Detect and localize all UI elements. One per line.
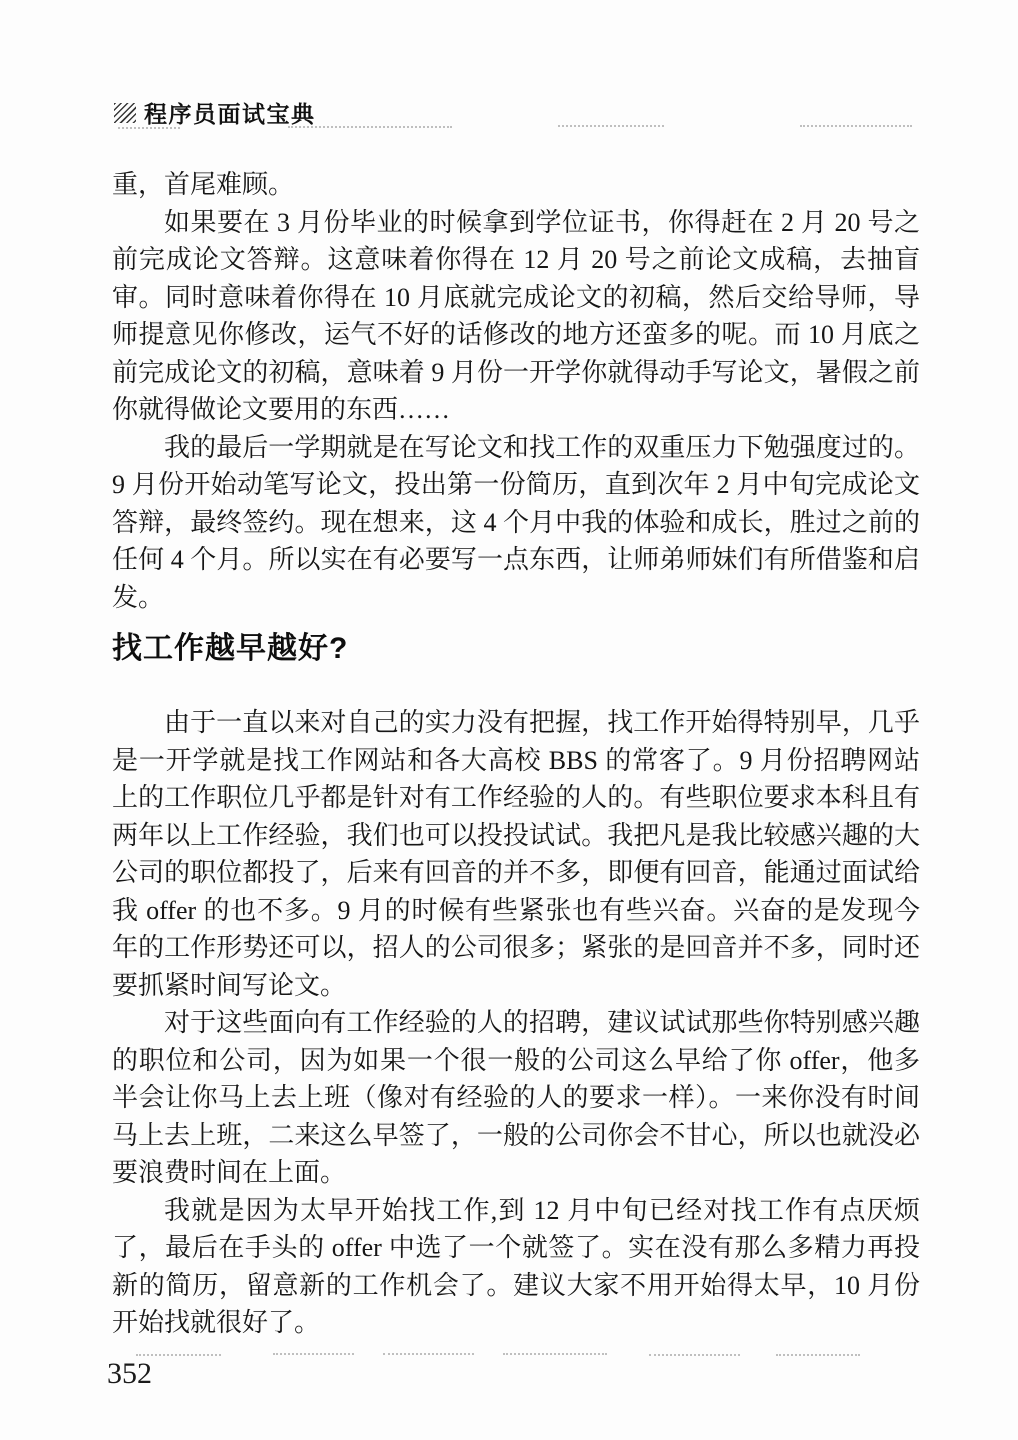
- footer-dotted-rule-segment: [273, 1353, 354, 1355]
- header-dotted-rule-segment: [800, 125, 912, 127]
- header-dotted-rule-segment: [558, 125, 664, 127]
- section-heading: 找工作越早越好?: [112, 632, 349, 665]
- running-header-title: 程序员面试宝典: [144, 101, 316, 127]
- paragraph-continuation: 重，首尾难顾。: [112, 170, 295, 199]
- hatch-pattern-icon: [114, 103, 136, 123]
- footer-dotted-rule-segment: [503, 1353, 607, 1355]
- paragraph: 我的最后一学期就是在写论文和找工作的双重压力下勉强度过的。9 月份开始动笔写论文，投出第一份简历，直到次年 2 月中旬完成论文答辩，最终签约。现在想来，这 4 个月中我的体验和成长，胜过之前的任何 4 个月。所以实在有必要写一点东西，让师弟师妹们有所借鉴和启发。: [112, 432, 920, 612]
- footer-dotted-rule-segment: [136, 1354, 221, 1356]
- paragraph: 对于这些面向有工作经验的人的招聘，建议试试那些你特别感兴趣的职位和公司，因为如果一个很一般的公司这么早给了你 offer，他多半会让你马上去上班（像对有经验的人的要求一样）。一来你没有时间马上去上班，二来这么早签了，一般的公司你会不甘心，所以也就没必要浪费时间在上面。: [112, 1008, 920, 1187]
- page-number: 352: [107, 1357, 152, 1390]
- page-content: [112, 166, 920, 1342]
- footer-dotted-rule-segment: [383, 1353, 474, 1355]
- page-header: [114, 96, 316, 129]
- header-dotted-rule-segment: [288, 126, 452, 128]
- footer-dotted-rule-segment: [649, 1354, 740, 1356]
- footer-dotted-rule-segment: [776, 1354, 860, 1356]
- paragraph: 我就是因为太早开始找工作,到 12 月中旬已经对找工作有点厌烦了，最后在手头的 offer 中选了一个就签了。实在没有那么多精力再投新的简历，留意新的工作机会了。建议大家不用开始得太早，10 月份开始找就很好了。: [112, 1195, 920, 1337]
- paragraph: 由于一直以来对自己的实力没有把握，找工作开始得特别早，几乎是一开学就是找工作网站和各大高校 BBS 的常客了。9 月份招聘网站上的工作职位几乎都是针对有工作经验的人的。有些职位要求本科且有两年以上工作经验，我们也可以投投试试。我把凡是我比较感兴趣的大公司的职位都投了，后来有回音的并不多，即便有回音，能通过面试给我 offer 的也不多。9 月的时候有些紧张也有些兴奋。兴奋的是发现今年的工作形势还可以，招人的公司很多；紧张的是回音并不多，同时还要抓紧时间写论文。: [112, 708, 920, 1000]
- paragraph: 如果要在 3 月份毕业的时候拿到学位证书，你得赶在 2 月 20 号之前完成论文答辩。这意味着你得在 12 月 20 号之前论文成稿，去抽盲审。同时意味着你得在 10 月底就完成论文的初稿，然后交给导师，导师提意见你修改，运气不好的话修改的地方还蛮多的呢。而 10 月底之前完成论文的初稿，意味着 9 月份一开学你就得动手写论文，暑假之前你就得做论文要用的东西……: [112, 207, 920, 424]
- header-dotted-rule-segment: [118, 127, 180, 129]
